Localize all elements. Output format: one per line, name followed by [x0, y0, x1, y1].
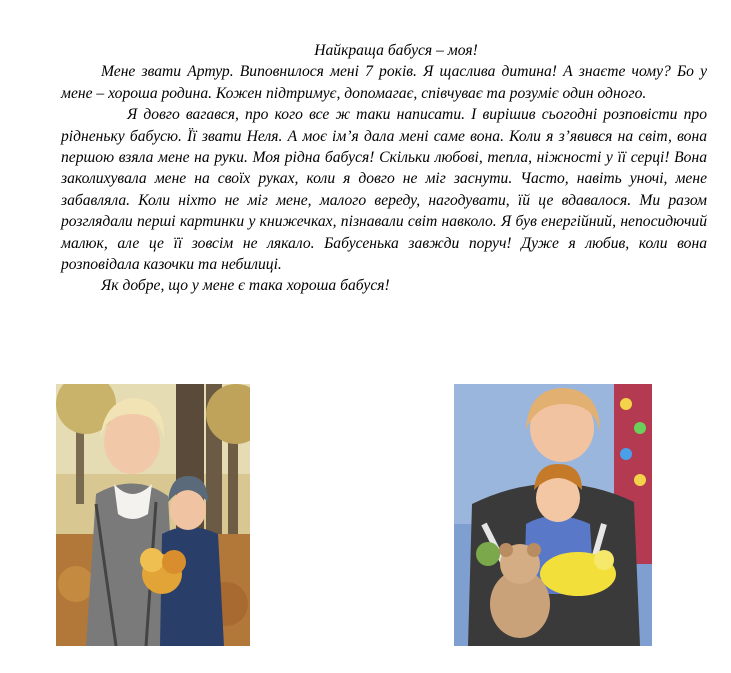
paragraph-main: Я довго вагався, про кого все ж таки написати. І вирішив сьогодні розповісти про рідненьку бабусю. Її звати Неля. А моє ім’я дала мені саме вона. Коли я з’явився на світ, вона першою взяла мене на руки. Моя рідна бабуся! Скільки любові, тепла, ніжності у її серці! Вона заколихувала мене на своїх руках, коли я довго не міг заснути. Часто, навіть уночі, мене забавляла. Коли ніхто не міг мене, малого вереду, нагодувати, їй це вдавалося. Ми разом розглядали перші картинки у книжечках, пізнавали світ навколо. Я був енергійний, непосидючий малюк, але це її зовсім не лякало. Бабусенька завжди поруч! Дуже я любив, коли вона розповідала казочки та небилиці. — [61, 106, 707, 274]
paragraph-intro: Мене звати Артур. Виповнилося мені 7 років. Я щаслива дитина! А знаєте чому? Бо у мене – хороша родина. Кожен підтримує, допомагає, співчуває та розуміє один одного. — [61, 63, 707, 102]
photo-grandmother-toys — [454, 384, 652, 646]
photo-grandmother-park — [56, 384, 250, 646]
document-body — [61, 40, 707, 297]
paragraph-closing: Як добре, що у мене є така хороша бабуся! — [101, 277, 390, 295]
document-title: Найкраща бабуся – моя! — [314, 42, 478, 59]
